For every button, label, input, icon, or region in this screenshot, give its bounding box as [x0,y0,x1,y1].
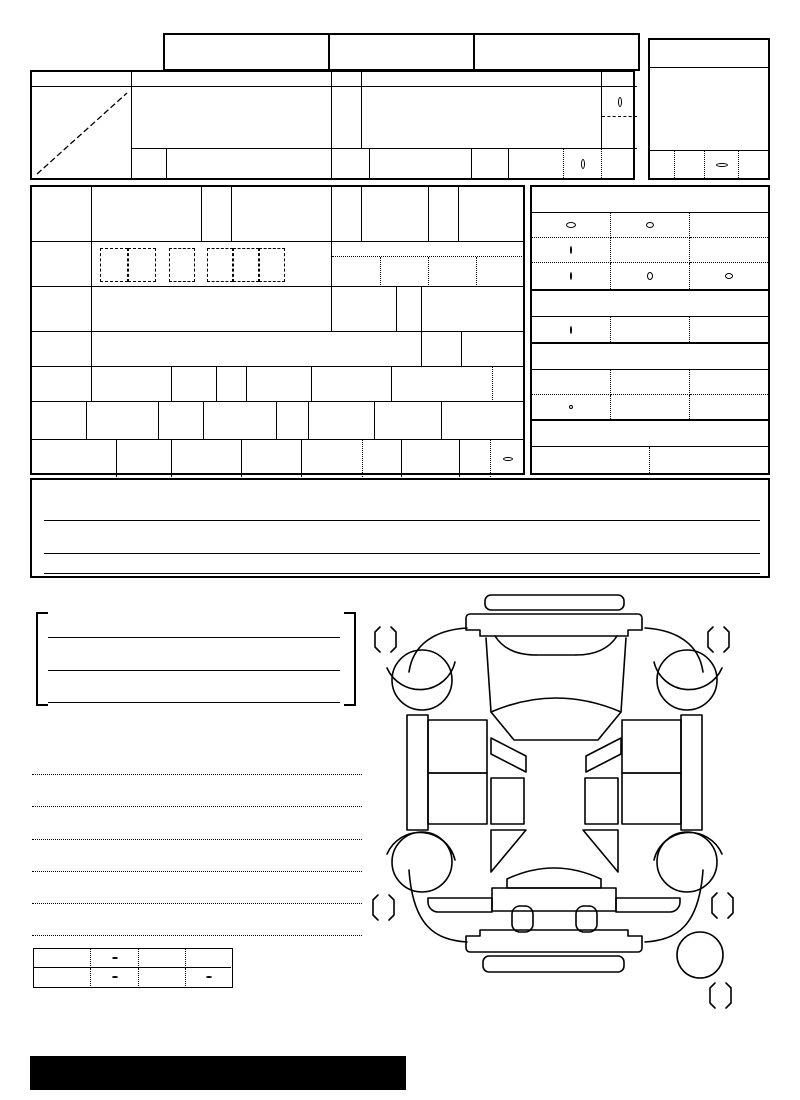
navi-type-title [532,344,768,370]
ext-color-cell [92,287,332,332]
width-cell [392,402,442,440]
handle-right-selected [503,457,513,461]
handle-label [402,440,460,477]
reg-number [247,367,312,402]
tool-jack [139,968,186,986]
history-note [232,190,332,200]
recycle-label-cell [312,367,392,402]
not-deposited [492,367,524,402]
score-value [650,68,768,150]
interior-grade-label [650,151,675,178]
capacity-cell [87,402,159,440]
right-rear-door-shape [622,773,681,824]
bracket-mid-left [373,895,394,920]
color-no-cell [332,287,397,332]
first-reg-cell [32,87,132,178]
displacement-cell [370,148,472,178]
handle-left [460,440,490,477]
height-label [442,402,459,440]
odometer-hash-sub [477,271,524,285]
displacement-label [332,148,370,178]
navi-empty-cell [690,395,768,419]
equipment-title [532,187,768,213]
odometer-star-sub [429,271,476,285]
shift-value [362,187,429,242]
history-label [202,187,232,242]
bracket-top-left [375,627,396,652]
tool-none-selected [112,976,118,978]
shift-label [332,187,362,242]
equip-tv [690,213,768,238]
color-no-label [332,290,397,301]
shaken-cell [92,187,202,242]
ship-manual [650,447,768,473]
odometer-digit-5 [233,248,259,282]
odometer-star [428,257,476,287]
sales-points-box [30,478,770,578]
drive-4wd-cell [602,117,637,148]
inspector-line-3 [32,813,362,840]
ship-later-box [530,419,770,475]
tv-oneseg [611,317,690,342]
width-label [375,402,392,440]
mirror-label [34,949,91,968]
odometer-flags [332,242,524,287]
tv-type-title [532,291,768,317]
odometer-hash-symbol [477,257,524,271]
height-cell [459,402,524,440]
mirror-hibi [139,949,186,968]
doors-label [332,72,362,87]
left-rocker-shape [407,715,428,830]
bracket-mid-right [712,893,733,918]
inspector-line-4 [32,845,362,872]
model-approval-box [163,33,330,71]
inspector-line-2 [32,780,362,807]
sales-points-line2 [44,527,760,554]
left-front-wheel-shape [392,650,452,710]
odometer-digit-2 [128,248,156,282]
rear-window-shape [507,868,601,888]
right-front-door-shape [622,720,681,773]
info-table [30,185,525,475]
model-code-cell [167,148,332,178]
recycle-value-cell [392,367,492,402]
fuel-diesel-selected [581,159,585,169]
odometer-star-symbol [429,257,476,271]
equip-pw-selected [646,222,654,228]
vehicle-table [30,70,635,180]
history-cell [232,187,332,242]
drive-2wd-selected [618,97,622,107]
doors-cell [332,87,362,148]
odometer-dollar [380,257,428,287]
equip-navi-selected [570,246,572,254]
notes-bracket-left [36,612,48,706]
serial-number-box [473,33,640,71]
right-front-wheel-shape [657,650,717,710]
left-front-door-shape [428,720,487,773]
model-year-cell [172,440,242,477]
chassis-label [32,332,92,367]
tv-analog [690,317,768,342]
reg-label [32,367,92,402]
trunk-shape [492,888,616,911]
right-rocker-shape [681,715,702,830]
equip-leather [611,238,690,263]
grade-value [362,87,602,148]
equip-aw-selected [570,272,572,280]
dvd-playable [532,395,611,419]
first-reg-diagonal [32,87,132,178]
history-value [232,205,332,231]
equip-abs-selected [725,273,733,279]
odometer-dollar-symbol [381,257,428,271]
car-name-label [132,72,332,87]
spec-label [277,402,309,440]
tv-type-box [530,289,770,344]
odometer-digit-4 [207,248,233,282]
odometer-digit-3 [169,248,195,282]
capacity-label [32,402,87,440]
inspector-line-6 [32,909,362,936]
rear-plate-shape [483,956,624,972]
grade-label [362,72,602,87]
bracket-spare [710,983,731,1008]
name-change-date-cell [462,332,524,367]
front-bumper-shape [466,614,642,636]
rear-bumper-shape [466,930,642,952]
chassis-cell [92,332,422,367]
load-cell [204,402,277,440]
import-dealer [302,440,362,477]
navi-type-box [530,342,770,421]
navi-cd [611,395,690,419]
int-color-label [397,287,422,332]
import-only-label [32,440,117,477]
load-label [159,402,204,440]
interior-grade-c [739,151,767,178]
fuel-paren [602,148,637,178]
score-box [648,38,770,180]
first-reg-label [32,72,132,87]
tv-fullseg-selected [570,326,572,334]
length-cell [325,402,375,440]
odometer-hash [476,257,524,287]
navi-hdd [532,370,611,395]
model-year-label-cell [117,440,172,477]
length-label [309,402,325,440]
dvd-playable-selected [569,405,573,409]
int-color-cell [422,287,524,332]
notes-line-3 [48,676,340,703]
navi-dvd [611,370,690,395]
tool-label [34,968,91,986]
inspector-line-5 [32,877,362,904]
interior-grade-a [675,151,705,178]
page-title [38,34,178,70]
odometer-mile [332,257,380,287]
windshield-shape [491,698,621,740]
fuel-gasoline [509,148,564,178]
ac-label [429,187,459,242]
inspector-line-1 [32,748,362,775]
odometer-digit-6 [259,248,285,282]
equip-sr [690,238,768,263]
drive-label [602,72,637,87]
equip-airbag-selected [647,272,653,280]
class-number-box [328,33,475,71]
equipment-box [530,185,770,291]
front-plate-shape [485,595,624,610]
shaken-label [32,187,92,242]
odometer-cell [92,242,332,287]
notes-line-1 [48,612,340,638]
ac-value [459,187,523,242]
model-code-label [132,148,167,178]
fuel-diesel-cell [564,148,602,178]
fuel-label [472,148,509,178]
sales-points-line3 [44,560,760,574]
interior-grade-b-selected [716,163,728,167]
drive-2wd-cell [602,87,637,117]
odometer-dollar-sub [381,271,428,285]
tools-table [33,948,233,988]
ship-later-title [532,421,768,447]
ext-color-label [32,287,92,332]
jack-none-selected [206,976,212,978]
mirror-kizu-selected [112,957,118,959]
spare-tire-shape [677,932,723,978]
redaction-bar [30,1056,406,1090]
car-damage-diagram [355,582,790,1057]
handle-right-cell [490,440,524,477]
ship-warranty [532,447,650,473]
odometer-digit-1 [100,248,128,282]
car-name-cell [132,87,332,148]
notes-line-2 [48,644,340,671]
equip-ps-selected [566,222,576,228]
sales-points-line1 [44,494,760,521]
import-parallel [362,440,402,477]
reg-class [172,367,217,402]
import-type-label [242,440,302,477]
color-no-value [332,305,397,323]
bracket-top-right [708,627,729,652]
name-change-label-cell [422,332,462,367]
score-label [650,40,768,68]
navi-sd [690,370,768,395]
odometer-label [32,242,92,287]
left-rear-door-shape [428,773,487,824]
mirror-ware [186,949,231,968]
reg-kana [217,367,247,402]
reg-area [92,367,172,402]
odometer-mark-note [332,242,524,257]
